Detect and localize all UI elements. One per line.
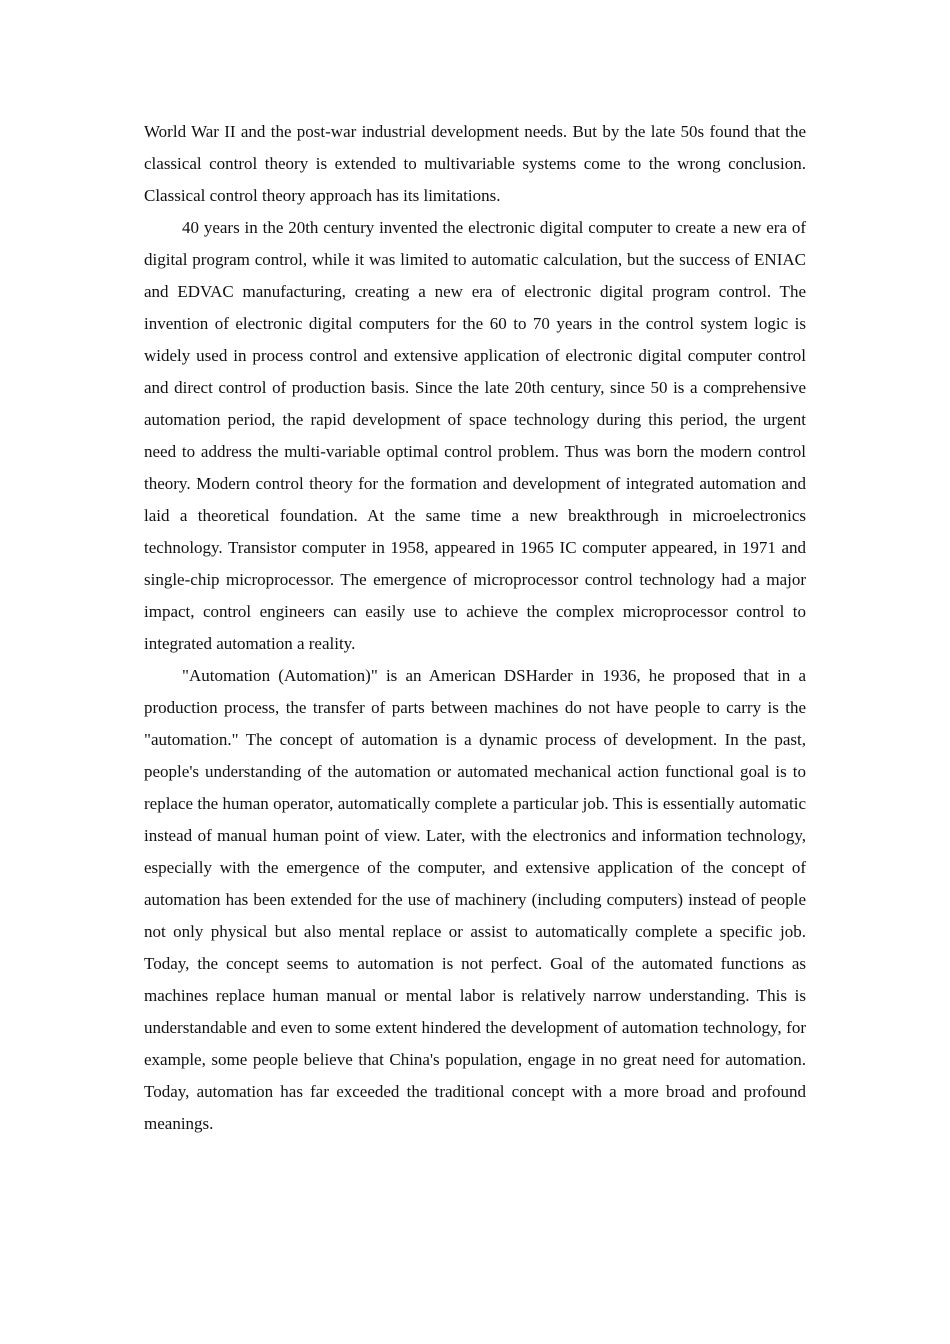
paragraph-3: "Automation (Automation)" is an American DSHarder in 1936, he proposed that in a production process, the transfer of parts between machines do not have people to carry is the "automation." The concept of automation is a dynamic process of development. In the past, people's understanding of the automation or automated mechanical action functional goal is to replace the human operator, automatically complete a particular job. This is essentially automatic instead of manual human point of view. Later, with the electronics and information technology, especially with the emergence of the computer, and extensive application of the concept of automation has been extended for the use of machinery (including computers) instead of people not only physical but also mental replace or assist to automatically complete a specific job. Today, the concept seems to automation is not perfect. Goal of the automated functions as machines replace human manual or mental labor is relatively narrow understanding. This is understandable and even to some extent hindered the development of automation technology, for example, some people believe that China's population, engage in no great need for automation. Today, automation has far exceeded the traditional concept with a more broad and profound meanings. xyxy=(144,666,806,1133)
paragraph-2: 40 years in the 20th century invented the electronic digital computer to create a new era of digital program control, while it was limited to automatic calculation, but the success of ENIAC and EDVAC manufacturing, creating a new era of electronic digital program control. The invention of electronic digital computers for the 60 to 70 years in the control system logic is widely used in process control and extensive application of electronic digital computer control and direct control of production basis. Since the late 20th century, since 50 is a comprehensive automation period, the rapid development of space technology during this period, the urgent need to address the multi-variable optimal control problem. Thus was born the modern control theory. Modern control theory for the formation and development of integrated automation and laid a theoretical foundation. At the same time a new breakthrough in microelectronics technology. Transistor computer in 1958, appeared in 1965 IC computer appeared, in 1971 and single-chip microprocessor. The emergence of microprocessor control technology had a major impact, control engineers can easily use to achieve the complex microprocessor control to integrated automation a reality. xyxy=(144,218,806,653)
paragraph-1: World War II and the post-war industrial development needs. But by the late 50s found that the classical control theory is extended to multivariable systems come to the wrong conclusion. Classical control theory approach has its limitations. xyxy=(144,122,806,205)
body-text xyxy=(144,116,806,1140)
